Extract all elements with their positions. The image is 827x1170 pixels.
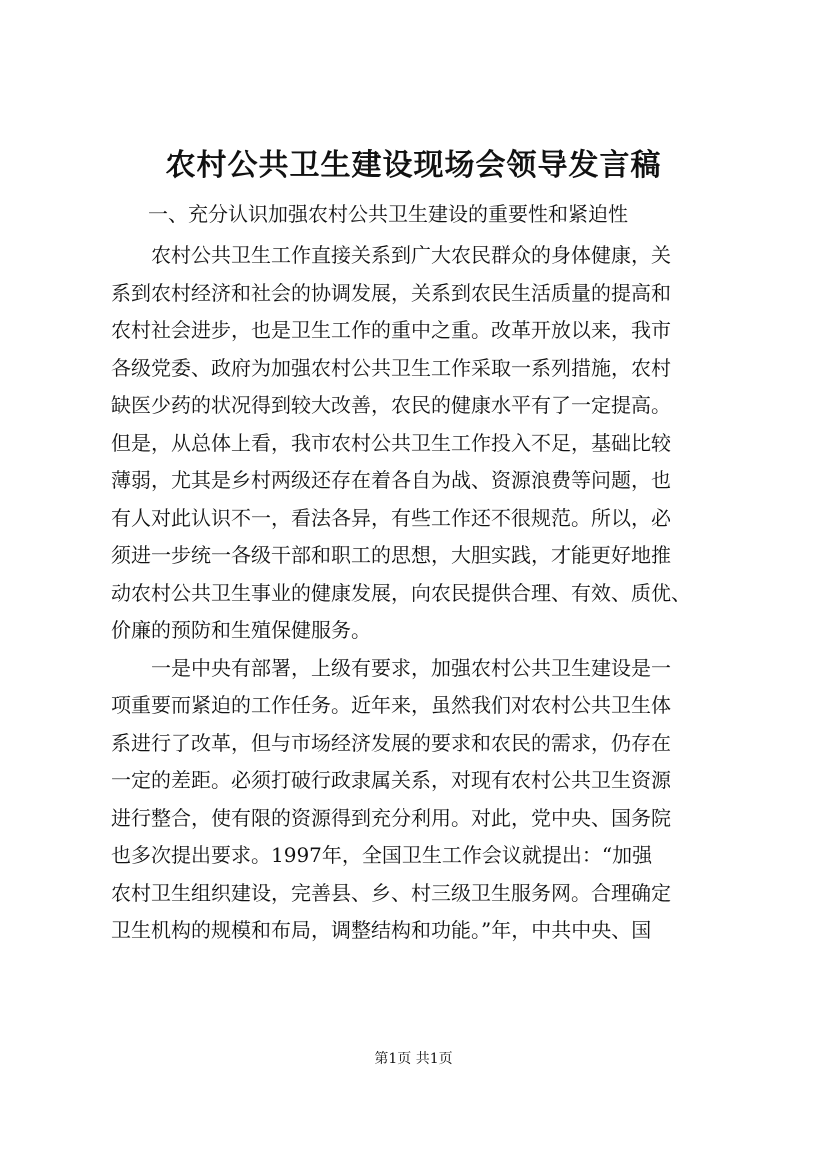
body-line: 缺医少药的状况得到较大改善，农民的健康水平有了一定提高。: [111, 393, 671, 417]
body-line: 有人对此认识不一，看法各异，有些工作还不很规范。所以，必: [111, 506, 671, 530]
body-line: 进行整合，使有限的资源得到充分利用。对此，党中央、国务院: [111, 806, 671, 830]
section-heading: 一、充分认识加强农村公共卫生建设的重要性和紧迫性: [148, 202, 628, 226]
body-line: 一定的差距。必须打破行政隶属关系，对现有农村公共卫生资源: [111, 768, 671, 792]
body-line: 动农村公共卫生事业的健康发展，向农民提供合理、有效、质优、: [111, 581, 691, 605]
body-line: 系到农村经济和社会的协调发展，关系到农民生活质量的提高和: [111, 281, 671, 305]
body-line: 农村公共卫生工作直接关系到广大农民群众的身体健康，关: [111, 243, 671, 267]
body-line: 但是，从总体上看，我市农村公共卫生工作投入不足，基础比较: [111, 431, 671, 455]
page-footer: 第1页 共1页: [374, 1051, 453, 1067]
body-line: 须进一步统一各级干部和职工的思想，大胆实践，才能更好地推: [111, 543, 671, 567]
body-line: 价廉的预防和生殖保健服务。: [111, 618, 371, 642]
body-line: 一是中央有部署，上级有要求，加强农村公共卫生建设是一: [111, 656, 671, 680]
document-title: 农村公共卫生建设现场会领导发言稿: [165, 148, 662, 183]
body-line: 卫生机构的规模和布局，调整结构和功能。”年，中共中央、国: [111, 918, 652, 942]
body-line: 项重要而紧迫的工作任务。近年来，虽然我们对农村公共卫生体: [111, 693, 671, 717]
body-line: 系进行了改革，但与市场经济发展的要求和农民的需求，仍存在: [111, 731, 671, 755]
body-line: 也多次提出要求。1997年，全国卫生工作会议就提出：“加强: [111, 843, 653, 867]
body-line: 各级党委、政府为加强农村公共卫生工作采取一系列措施，农村: [111, 356, 671, 380]
body-line: 农村卫生组织建设，完善县、乡、村三级卫生服务网。合理确定: [111, 881, 671, 905]
body-line: 薄弱，尤其是乡村两级还存在着各自为战、资源浪费等问题，也: [111, 468, 671, 492]
body-line: 农村社会进步，也是卫生工作的重中之重。改革开放以来，我市: [111, 318, 671, 342]
